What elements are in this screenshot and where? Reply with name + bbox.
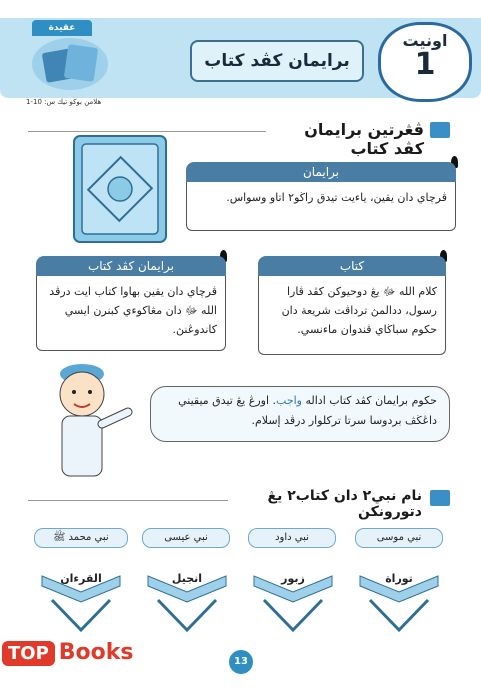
book-stand-quran	[38, 556, 124, 636]
watermark-top: TOP	[2, 641, 55, 666]
unit-title: برايمان كڤد كتاب	[190, 40, 364, 82]
book-icon	[430, 490, 450, 506]
prophet-tag-daud: نبي داود	[248, 528, 336, 548]
speech-text-end: . اورڠ يڠ تيدق ميقيني داڠڬڤ بردوسا سرتا تركلوار درڤد إسلام.	[178, 394, 437, 427]
card-kitab-head: كتاب	[258, 256, 446, 276]
section2-title: نام نبي٢ دان كتاب٢ يڠ دتورونكن	[267, 488, 422, 520]
watermark-books: Books	[58, 640, 134, 665]
book-stand-injil	[144, 556, 230, 636]
book-label-quran: القرءان	[60, 572, 102, 585]
unit-number: 1	[414, 47, 436, 82]
book-label-injil: انجيل	[171, 572, 203, 585]
watermark	[2, 640, 134, 666]
book-stand-taurat	[356, 556, 442, 636]
book-label-zabur: زبور	[281, 572, 305, 585]
reference-text: هلامن بوكو تيك س: 10-1	[26, 98, 102, 106]
card-kitab-body: كلام الله ﷻ يڠ دوحيوكن كڤد ڤارا رسول، ددالمڽ ترداڤت شريعة دان حكوم سباڬاي ڤندوان ماءنسي.	[258, 276, 446, 355]
page-number: 13	[229, 650, 253, 674]
prophet-tag-isa: نبي عيسى	[142, 528, 230, 548]
card-beriman-kitab-body: ڤرچاي دان يقين بهاوا كتاب ايت درڤد الله ﷻ دان مڠاكوءي كبنرن ايسي كاندوڠنڽ.	[36, 276, 226, 351]
unit-word: اونيت	[402, 31, 448, 50]
boy-illustration	[40, 360, 140, 478]
speech-highlight: واجب	[276, 394, 302, 407]
section2-rule	[28, 500, 228, 501]
book-stand-zabur	[250, 556, 336, 636]
section1-title: ڤڠرتين برايمان كڤد كتاب	[304, 120, 424, 158]
card-beriman-head: برايمان	[186, 162, 456, 182]
speech-text: حكوم برايمان كڤد كتاب اداله	[302, 394, 437, 407]
book-icon	[430, 122, 450, 138]
card-beriman-body: ڤرچاي دان يقين، ياءيت تيدق راڬو٢ اتاو وسواس.	[186, 182, 456, 231]
subject-tag: عقيدة	[32, 20, 92, 36]
quran-illustration	[68, 130, 174, 248]
book-label-taurat: توراة	[385, 572, 413, 585]
prophet-tag-muhammad: نبي محمد ﷺ	[34, 528, 128, 548]
speech-bubble	[150, 386, 450, 442]
card-beriman-kitab-head: برايمان كڤد كتاب	[36, 256, 226, 276]
unit-badge	[378, 22, 472, 102]
prophet-tag-musa: نبي موسى	[355, 528, 443, 548]
